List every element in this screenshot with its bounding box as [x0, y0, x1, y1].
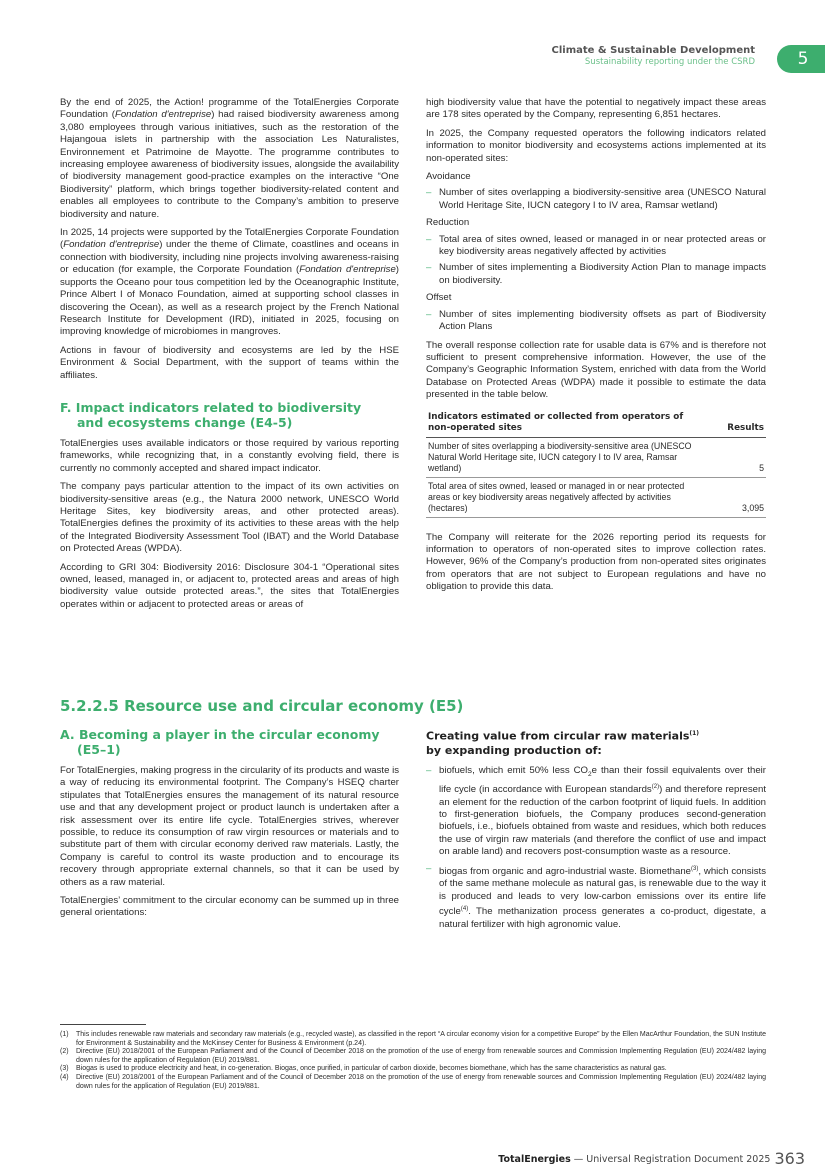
table-cell-indicator: Total area of sites owned, leased or managed in or near protected areas or key biodiversity areas negatively affected by activities (hectares) [426, 477, 705, 517]
footnote: (2) Directive (EU) 2018/2001 of the European Parliament and of the Council of December 2018 on the promotion of the use of energy from renewable sources and Commission Implementing Regulation (EU) 2024/482 laying down rules for the application of Regulation (EU) 2019/881. [60, 1048, 766, 1064]
paragraph: The overall response collection rate for usable data is 67% and is therefore not sufficient to present comprehensive information. However, the use of the Company’s Geographic Information System, enriched with data from the World Database on Protected Areas (WDPA) made it possible to estimate the data presented in the table below. [426, 339, 766, 401]
table-cell-indicator: Number of sites overlapping a biodiversity-sensitive area (UNESCO Natural World Heritage site, IUCN category I to IV area, Ramsar wetland) [426, 437, 705, 477]
chapter-tab: 5 [777, 45, 825, 73]
table-row [426, 477, 766, 517]
paragraph: high biodiversity value that have the potential to negatively impact these areas are 178 sites operated by the Company, representing 6,851 hectares. [426, 97, 766, 121]
paragraph: In 2025, the Company requested operators the following indicators related information to monitor biodiversity and ecosystems actions implemented at its non-operated sites: [426, 127, 766, 164]
footnote: (3) Biogas is used to produce electricity and heat, in co-generation. Biogas, once purified, in particular of carbon dioxide, becomes biomethane, which has the same characteristics as natural gas. [60, 1065, 667, 1073]
table-cell-result: 5 [705, 437, 766, 477]
paragraph: TotalEnergies’ commitment to the circular economy can be summed up in three general orientations: [60, 895, 399, 919]
running-header [552, 45, 756, 67]
list-item: – Number of sites implementing biodiversity offsets as part of Biodiversity Action Plans [426, 309, 766, 334]
table-header-results: Results [705, 408, 766, 438]
header-subtitle: Sustainability reporting under the CSRD [584, 57, 755, 67]
table-header-row [426, 408, 766, 438]
left-column-upper [60, 97, 399, 617]
paragraph: In 2025, 14 projects were supported by the TotalEnergies Corporate Foundation (Fondation d'entreprise) under the theme of Climate, coastlines and oceans in connection with biodiversity, including nine projects involving awareness-raising or education (for example, the Corporate Foundation (Fondation d'entreprise) supports the Oceano pour tous competition led by the Oceanographic Institute, Prince Albert I of Monaco Foundation, aimed at supporting school classes in discovering the Ocean), as well as a research project by the French National Research Institute for Development (IRD), initiated in 2025, focusing on improving knowledge of microbiomes in mangroves. [60, 227, 399, 338]
footnotes [60, 1031, 766, 1091]
left-column-lower [60, 727, 399, 926]
right-column-lower [426, 727, 766, 935]
paragraph: By the end of 2025, the Action! programme of the TotalEnergies Corporate Foundation (Fondation d'entreprise) had raised biodiversity awareness among 3,080 employees through various initiatives, such as the restoration of the Hajangoua islets in partnership with the association Les Naturalistes, Environnement et Patrimoine de Mayotte. The programme contributes to increasing employee awareness of biodiversity issues, alongside the availability of biodiversity management good-practice examples on the interactive “One Biodiversity” platform, which brings together biodiversity-related content and enables all employees to contribute to the Company’s ambition to preserve biodiversity and nature. [60, 97, 399, 220]
paragraph: TotalEnergies uses available indicators or those required by various reporting frameworks, while recognizing that, in a constantly evolving field, there is currently no commonly accepted and shared impact indicator. [60, 437, 399, 474]
reduction-label: Reduction [426, 217, 470, 229]
list-item: – Number of sites overlapping a biodiversity-sensitive area (UNESCO Natural World Heritage Site, IUCN category I to IV area, Ramsar wetland) [426, 187, 766, 212]
page-footer [498, 1149, 805, 1168]
list-item-biogas: – biogas from organic and agro-industrial waste. Biomethane$^{(3)}$, which consists of the same methane molecule as natural gas, is renewable due to the way it is produced and leads to very low-carbon emissions over its entire life cycle$^{(4)}$. The methanization process generates a co-product, digestate, a natural fertilizer with high agronomic value. [426, 863, 766, 931]
paragraph: According to GRI 304: Biodiversity 2016: Disclosure 304-1 “Operational sites owned, leased, managed in, or adjacent to, protected areas and areas of high biodiversity value outside protected areas.”, the sites that TotalEnergies operates within or adjacent to protected areas or areas of [60, 561, 399, 610]
table-header-indicator: Indicators estimated or collected from operators of non-operated sites [426, 408, 705, 438]
page-number: 363 [774, 1149, 805, 1168]
paragraph: The company pays particular attention to the impact of its own activities on biodiversity-sensitive areas (e.g., the Natura 2000 network, UNESCO World Heritage Sites, key biodiversity areas, and other protected areas). TotalEnergies defines the proximity of its activities to these areas with the help of the Integrated Biodiversity Assessment Tool (IBAT) and the World Database on Protected Areas (WPDA). [60, 481, 399, 555]
section-title: 5.2.2.5 Resource use and circular economy (E5) [60, 697, 464, 715]
section-heading-a: A. Becoming a player in the circular economy (E5–1) [60, 727, 380, 757]
table-cell-result: 3,095 [705, 477, 766, 517]
footer-company: TotalEnergies [498, 1154, 571, 1165]
list-item: – Total area of sites owned, leased or managed in or near protected areas or key biodiversity areas negatively affected by activities [426, 234, 766, 259]
footer-document: — Universal Registration Document 2025 [570, 1154, 771, 1165]
footnote: (1) This includes renewable raw materials and secondary raw materials (e.g., recycled waste), as classified in the report “A circular economy vision for a competitive Europe” by the Ellen MacArthur Foundation, the SUN Institute for Environment & Sustainability and the McKinsey Center for Business & Environment (p.24). [60, 1031, 766, 1047]
footnote-rule [60, 1024, 146, 1025]
list-item-biofuels: – biofuels, which emit 50% less $CO_2e$ than their fossil equivalents over their life cycle (in accordance with European standards$^{(2)}$) and therefore represent an element for the reduction of the carbon footprint of liquid fuels. In addition to first-generation biofuels, the Company produces second-generation biofuels, i.e., biofuels obtained from waste and residues, which both reduces the use of virgin raw materials (and therefore the conflict of use and impact on arable land) and recovers post-consumption waste as a resource. [426, 765, 766, 859]
right-column-upper [426, 97, 766, 600]
list-item: – Number of sites implementing a Biodiversity Action Plan to manage impacts on biodiversity. [426, 262, 766, 287]
table-row [426, 437, 766, 477]
offset-label: Offset [426, 292, 452, 304]
header-title: Climate & Sustainable Development [551, 45, 755, 56]
paragraph: For TotalEnergies, making progress in the circularity of its products and waste is a way of reducing its environmental footprint. The Company’s HSEQ charter stipulates that TotalEnergies ensures the management of its natural resource use and that any development project or product launch is undertaken after a risk assessment over its entire life cycle. TotalEnergies strives, wherever possible, to reduce its consumption of raw virgin resources or materials and to substitute part of them with circular economy derived raw materials. Lastly, the Company is careful to control its waste production and to encourage its recovery through appropriate external channels, so that it can be used by others as a raw material. [60, 765, 399, 888]
circular-materials-heading: Creating value from circular raw materials$^{(1)}$ by expanding production of: [426, 729, 700, 757]
avoidance-label: Avoidance [426, 171, 471, 183]
footnote: (4) Directive (EU) 2018/2001 of the European Parliament and of the Council of December 2018 on the promotion of the use of energy from renewable sources and Commission Implementing Regulation (EU) 2024/482 laying down rules for the application of Regulation (EU) 2019/881. [60, 1073, 766, 1090]
paragraph: Actions in favour of biodiversity and ecosystems are led by the HSE Environment & Social Department, with the support of teams within the affiliates. [60, 344, 399, 381]
section-heading-f: F. Impact indicators related to biodiversity and ecosystems change (E4-5) [60, 399, 362, 430]
paragraph: The Company will reiterate for the 2026 reporting period its requests for information to operators of non-operated sites to improve collection rates. However, 96% of the Company’s production from non-operated sites originates from operators that are not subject to European regulations and have no obligation to provide this data. [426, 531, 766, 593]
indicators-table [426, 408, 766, 518]
